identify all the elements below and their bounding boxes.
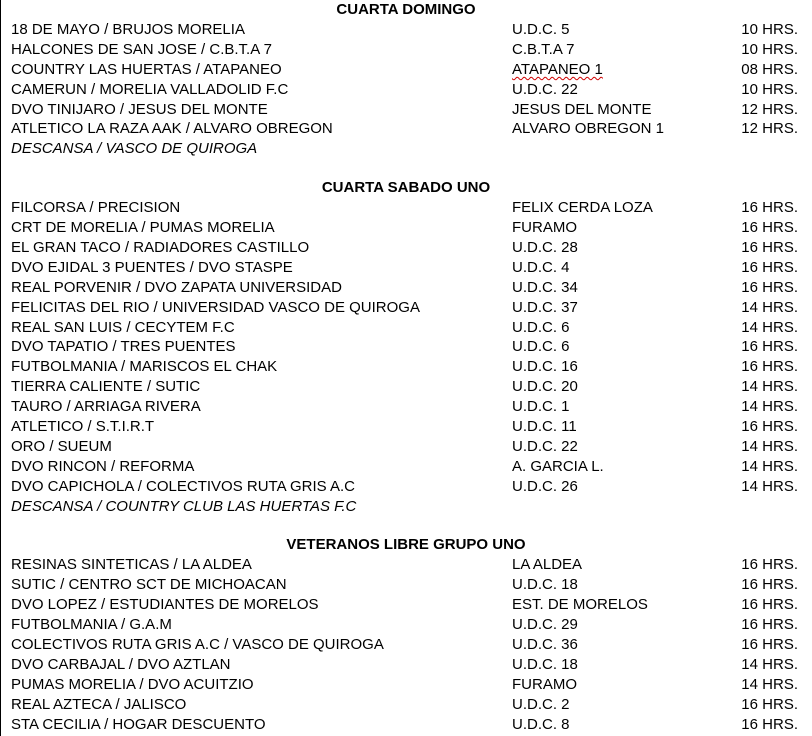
match-row bbox=[11, 238, 801, 258]
match-venue: LA ALDEA bbox=[512, 556, 583, 574]
match-teams: EL GRAN TACO / RADIADORES CASTILLO bbox=[11, 239, 310, 257]
match-teams: HALCONES DE SAN JOSE / C.B.T.A 7 bbox=[11, 40, 272, 58]
match-venue: ALVARO OBREGON 1 bbox=[512, 120, 664, 138]
match-time: 16 HRS. bbox=[741, 576, 798, 594]
match-venue: U.D.C. 16 bbox=[512, 358, 578, 376]
match-teams: DVO CARBAJAL / DVO AZTLAN bbox=[11, 655, 231, 673]
match-teams: REAL AZTECA / JALISCO bbox=[11, 695, 187, 713]
match-time: 16 HRS. bbox=[741, 278, 798, 296]
match-row bbox=[11, 675, 801, 695]
match-time: 10 HRS. bbox=[741, 21, 798, 38]
match-teams: DVO CAPICHOLA / COLECTIVOS RUTA GRIS A.C bbox=[11, 477, 355, 495]
match-venue: ATAPANEO 1 bbox=[512, 60, 603, 78]
match-teams: DVO LOPEZ / ESTUDIANTES DE MORELOS bbox=[11, 596, 319, 614]
match-time: 16 HRS. bbox=[741, 239, 798, 257]
match-row bbox=[11, 437, 801, 457]
schedule-section bbox=[11, 0, 801, 178]
match-teams: RESINAS SINTETICAS / LA ALDEA bbox=[11, 556, 252, 574]
match-time: 16 HRS. bbox=[741, 715, 798, 733]
match-row bbox=[11, 377, 801, 397]
match-row bbox=[11, 635, 801, 655]
match-time: 14 HRS. bbox=[741, 655, 798, 673]
match-venue: U.D.C. 29 bbox=[512, 616, 578, 634]
match-row bbox=[11, 695, 801, 715]
match-row bbox=[11, 595, 801, 615]
match-time: 14 HRS. bbox=[741, 378, 798, 396]
match-venue: FELIX CERDA LOZA bbox=[512, 199, 653, 217]
match-teams: DVO TINIJARO / JESUS DEL MONTE bbox=[11, 100, 268, 118]
match-row bbox=[11, 417, 801, 437]
match-time: 14 HRS. bbox=[741, 298, 798, 316]
match-venue: U.D.C. 22 bbox=[512, 437, 578, 455]
match-teams: DVO TAPATIO / TRES PUENTES bbox=[11, 338, 236, 356]
rest-team-note: DESCANSA / VASCO DE QUIROGA bbox=[11, 140, 258, 158]
match-time: 16 HRS. bbox=[741, 358, 798, 376]
match-time: 16 HRS. bbox=[741, 418, 798, 436]
match-venue: A. GARCIA L. bbox=[512, 457, 604, 475]
match-teams: REAL SAN LUIS / CECYTEM F.C bbox=[11, 318, 235, 336]
section-spacer bbox=[11, 159, 801, 178]
match-row bbox=[11, 615, 801, 635]
match-time: 12 HRS. bbox=[741, 100, 798, 118]
match-teams: STA CECILIA / HOGAR DESCUENTO bbox=[11, 715, 266, 733]
section-spacer bbox=[11, 516, 801, 535]
match-venue: U.D.C. 36 bbox=[512, 636, 578, 654]
match-teams: CAMERUN / MORELIA VALLADOLID F.C bbox=[11, 80, 289, 98]
match-teams: REAL PORVENIR / DVO ZAPATA UNIVERSIDAD bbox=[11, 278, 342, 296]
match-time: 14 HRS. bbox=[741, 318, 798, 336]
match-row bbox=[11, 477, 801, 497]
match-teams: ORO / SUEUM bbox=[11, 437, 112, 455]
match-row bbox=[11, 100, 801, 120]
match-time: 16 HRS. bbox=[741, 199, 798, 217]
match-row bbox=[11, 397, 801, 417]
match-venue: EST. DE MORELOS bbox=[512, 596, 648, 614]
match-venue: U.D.C. 1 bbox=[512, 398, 570, 416]
match-time: 10 HRS. bbox=[741, 80, 798, 98]
match-time: 14 HRS. bbox=[741, 437, 798, 455]
match-teams: DVO RINCON / REFORMA bbox=[11, 457, 195, 475]
match-teams: ATLETICO / S.T.I.R.T bbox=[11, 418, 155, 436]
match-row bbox=[11, 337, 801, 357]
match-teams: TIERRA CALIENTE / SUTIC bbox=[11, 378, 201, 396]
rest-team-note: DESCANSA / COUNTRY CLUB LAS HUERTAS F.C bbox=[11, 497, 357, 515]
match-venue: U.D.C. 37 bbox=[512, 298, 578, 316]
match-time: 16 HRS. bbox=[741, 219, 798, 237]
match-time: 16 HRS. bbox=[741, 258, 798, 276]
match-venue: U.D.C. 6 bbox=[512, 318, 570, 336]
section-title: CUARTA DOMINGO bbox=[336, 1, 476, 18]
match-row bbox=[11, 20, 801, 40]
section-title: VETERANOS LIBRE GRUPO UNO bbox=[286, 536, 526, 554]
match-teams: COUNTRY LAS HUERTAS / ATAPANEO bbox=[11, 60, 282, 78]
match-venue: U.D.C. 11 bbox=[512, 418, 577, 436]
match-row bbox=[11, 80, 801, 100]
match-venue: U.D.C. 26 bbox=[512, 477, 578, 495]
match-teams: FUTBOLMANIA / G.A.M bbox=[11, 616, 172, 634]
match-time: 08 HRS. bbox=[741, 60, 798, 78]
match-teams: SUTIC / CENTRO SCT DE MICHOACAN bbox=[11, 576, 287, 594]
match-teams: FILCORSA / PRECISION bbox=[11, 199, 181, 217]
schedule-section bbox=[11, 535, 801, 734]
match-venue: U.D.C. 34 bbox=[512, 278, 578, 296]
match-venue: U.D.C. 4 bbox=[512, 258, 570, 276]
match-time: 16 HRS. bbox=[741, 556, 798, 574]
schedule-document bbox=[11, 0, 801, 735]
match-venue: FURAMO bbox=[512, 675, 577, 693]
match-row bbox=[11, 715, 801, 735]
match-venue: FURAMO bbox=[512, 219, 577, 237]
match-time: 16 HRS. bbox=[741, 636, 798, 654]
match-row bbox=[11, 575, 801, 595]
match-venue: U.D.C. 22 bbox=[512, 80, 578, 98]
match-teams: COLECTIVOS RUTA GRIS A.C / VASCO DE QUIROGA bbox=[11, 636, 384, 654]
match-row bbox=[11, 555, 801, 575]
schedule-section bbox=[11, 178, 801, 535]
match-venue: U.D.C. 5 bbox=[512, 21, 570, 38]
match-venue: U.D.C. 8 bbox=[512, 715, 570, 733]
match-teams: CRT DE MORELIA / PUMAS MORELIA bbox=[11, 219, 275, 237]
match-teams: ATLETICO LA RAZA AAK / ALVARO OBREGON bbox=[11, 120, 333, 138]
match-time: 14 HRS. bbox=[741, 398, 798, 416]
match-venue: U.D.C. 28 bbox=[512, 239, 578, 257]
match-teams: FUTBOLMANIA / MARISCOS EL CHAK bbox=[11, 358, 278, 376]
match-time: 14 HRS. bbox=[741, 675, 798, 693]
match-venue: U.D.C. 20 bbox=[512, 378, 578, 396]
match-teams: PUMAS MORELIA / DVO ACUITZIO bbox=[11, 675, 254, 693]
match-teams: TAURO / ARRIAGA RIVERA bbox=[11, 398, 201, 416]
match-time: 14 HRS. bbox=[741, 457, 798, 475]
left-border-line bbox=[0, 0, 1, 736]
match-time: 16 HRS. bbox=[741, 695, 798, 713]
match-teams: DVO EJIDAL 3 PUENTES / DVO STASPE bbox=[11, 258, 293, 276]
match-venue: U.D.C. 6 bbox=[512, 338, 570, 356]
match-teams: FELICITAS DEL RIO / UNIVERSIDAD VASCO DE QUIROGA bbox=[11, 298, 420, 316]
match-row bbox=[11, 60, 801, 80]
match-time: 16 HRS. bbox=[741, 596, 798, 614]
match-row bbox=[11, 218, 801, 238]
match-row bbox=[11, 258, 801, 278]
match-time: 10 HRS. bbox=[741, 40, 798, 58]
match-row bbox=[11, 40, 801, 60]
section-title: CUARTA SABADO UNO bbox=[321, 179, 491, 197]
match-time: 16 HRS. bbox=[741, 616, 798, 634]
match-venue: U.D.C. 2 bbox=[512, 695, 570, 713]
match-row bbox=[11, 357, 801, 377]
match-row bbox=[11, 655, 801, 675]
match-time: 12 HRS. bbox=[741, 120, 798, 138]
match-row bbox=[11, 119, 801, 139]
match-time: 16 HRS. bbox=[741, 338, 798, 356]
match-time: 14 HRS. bbox=[741, 477, 798, 495]
match-venue: U.D.C. 18 bbox=[512, 655, 578, 673]
match-row bbox=[11, 198, 801, 218]
match-row bbox=[11, 457, 801, 477]
match-row bbox=[11, 298, 801, 318]
match-venue: C.B.T.A 7 bbox=[512, 40, 575, 58]
match-row bbox=[11, 278, 801, 298]
match-venue: JESUS DEL MONTE bbox=[512, 100, 652, 118]
match-venue: U.D.C. 18 bbox=[512, 576, 578, 594]
match-teams: 18 DE MAYO / BRUJOS MORELIA bbox=[11, 21, 245, 38]
match-row bbox=[11, 318, 801, 338]
